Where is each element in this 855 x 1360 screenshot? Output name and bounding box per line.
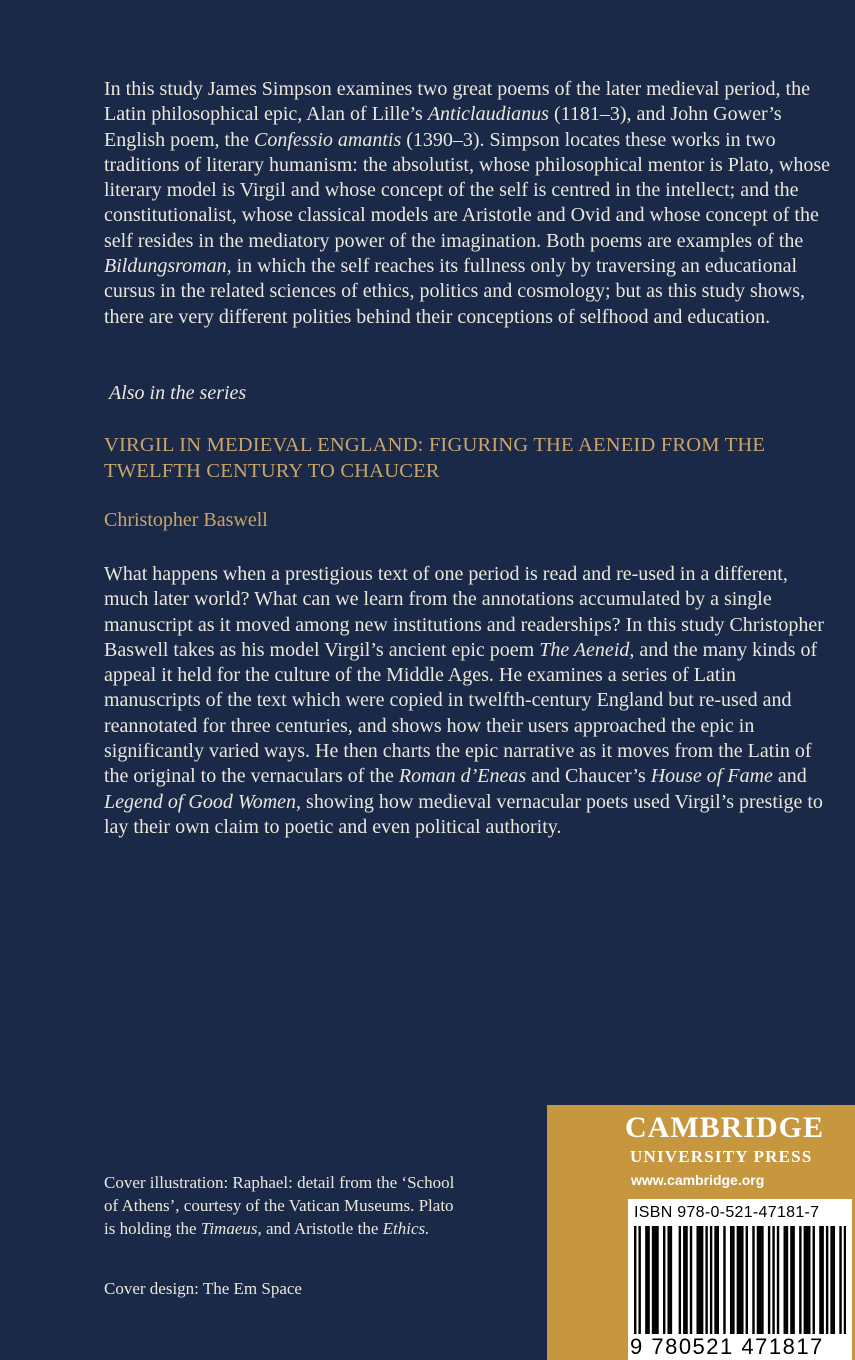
publisher-panel bbox=[547, 1105, 855, 1360]
series-book-author: Christopher Baswell bbox=[104, 509, 268, 531]
series-book-title: VIRGIL IN MEDIEVAL ENGLAND: FIGURING THE AENEID FROM THE TWELFTH CENTURY TO CHAUCER bbox=[104, 434, 766, 482]
publisher-press: UNIVERSITY PRESS bbox=[630, 1147, 813, 1166]
isbn-label: ISBN 978-0-521-47181-7 bbox=[634, 1204, 820, 1221]
barcode bbox=[634, 1226, 846, 1334]
cover-design-credit: Cover design: The Em Space bbox=[104, 1279, 302, 1298]
series-book-description: What happens when a prestigious text of one period is read and re-used in a different, much later world? What can we learn from the annotations accumulated by a single manuscript as it moved among new institutions and readerships? In this study Christopher Baswell takes as his model Virgil’s ancient epic poem The Aeneid, and the many kinds of appeal it held for the culture of the Middle Ages. He examines a series of Latin manuscripts of the text which were copied in twelfth-century England but re-used and reannotated for three centuries, and shows how their users approached the epic in significantly varied ways. He then charts the epic narrative as it moves from the Latin of the original to the vernaculars of the Roman d’Eneas and Chaucer’s House of Fame and Legend of Good Women, showing how medieval vernacular poets used Virgil’s prestige to lay their own claim to poetic and even political authority. bbox=[104, 563, 824, 838]
publisher-name: CAMBRIDGE bbox=[625, 1111, 825, 1144]
barcode-digits: 9 780521 471817 bbox=[630, 1334, 824, 1359]
also-in-series-label: Also in the series bbox=[109, 382, 247, 404]
book-description: In this study James Simpson examines two great poems of the later medieval period, the Latin philosophical epic, Alan of Lille’s Anticlaudianus (1181–3), and John Gower’s English poem, the Confessio amantis (1390–3). Simpson locates these works in two traditions of literary humanism: the absolutist, whose philosophical mentor is Plato, whose literary model is Virgil and whose concept of the self is centred in the intellect; and the constitutionalist, whose classical models are Aristotle and Ovid and whose concept of the self resides in the mediatory power of the imagination. Both poems are examples of the Bildungsroman, in which the self reaches its fullness only by traversing an educational cursus in the related sciences of ethics, politics and cosmology; but as this study shows, there are very different polities behind their conceptions of selfhood and education. bbox=[104, 78, 831, 328]
barcode-box bbox=[628, 1199, 852, 1360]
cover-illustration-credit: Cover illustration: Raphael: detail from the ‘School of Athens’, courtesy of the Vatican Museums. Plato is holding the Timaeus, and Aristotle the Ethics. bbox=[104, 1173, 455, 1238]
publisher-url: www.cambridge.org bbox=[631, 1172, 765, 1188]
